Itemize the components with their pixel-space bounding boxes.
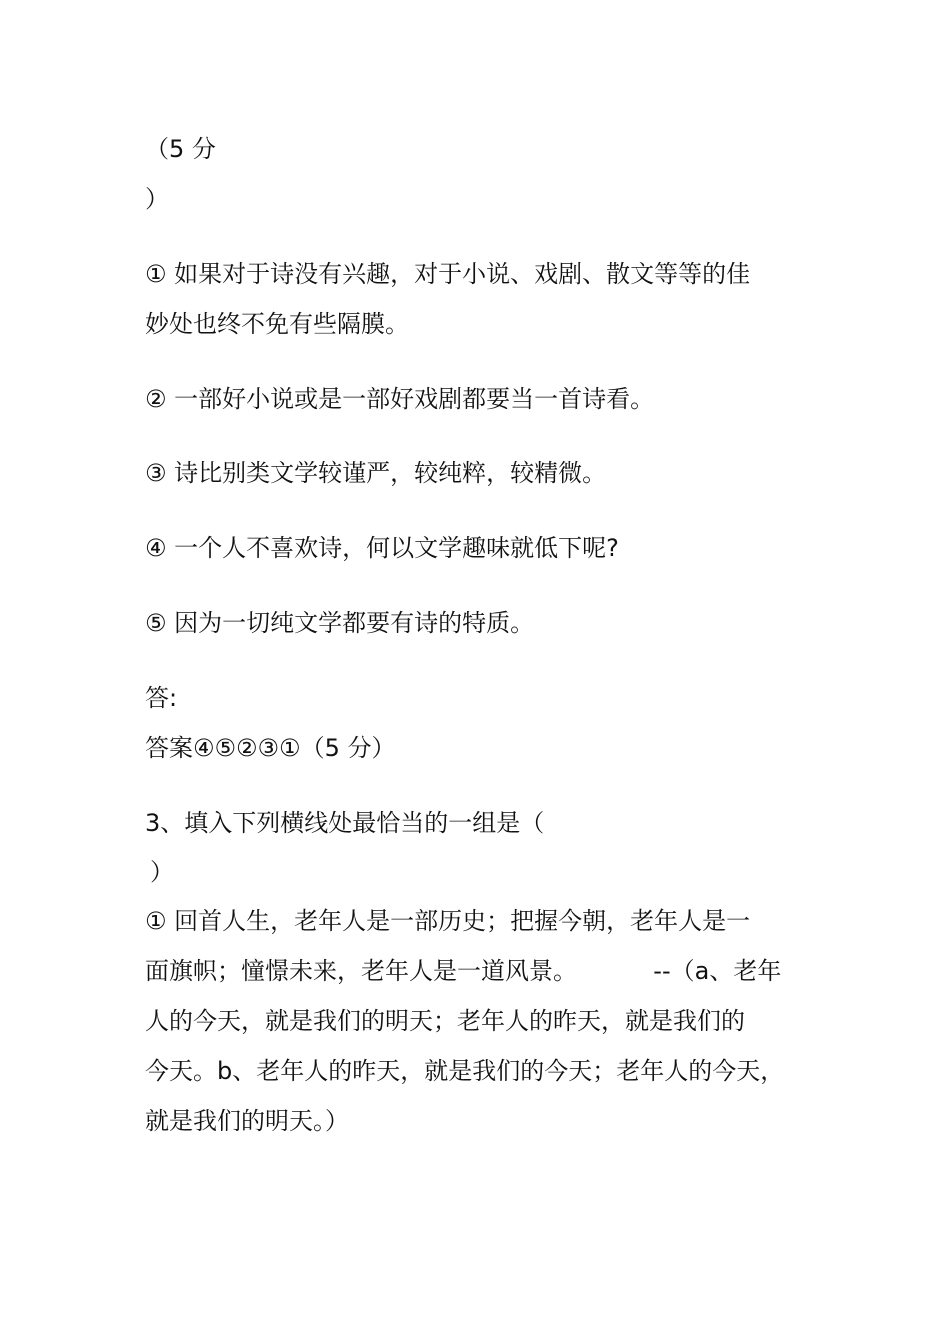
question-3-body-line-2: 面旗帜；憧憬未来，老年人是一道风景。 --（a、老年: [145, 957, 782, 985]
question-3-title: 3、填入下列横线处最恰当的一组是（: [145, 809, 545, 837]
sentence-3: ③ 诗比别类文学较谨严，较纯粹，较精微。: [145, 459, 607, 487]
answer-label: 答:: [145, 684, 178, 712]
sentence-5: ⑤ 因为一切纯文学都要有诗的特质。: [145, 609, 535, 637]
question-3-body-line-5: 就是我们的明天。）: [145, 1107, 349, 1135]
question-3-body-line-4: 今天。b、老年人的昨天，就是我们的今天；老年人的今天，: [145, 1057, 785, 1085]
question-3-body-line-3: 人的今天，就是我们的明天；老年人的昨天，就是我们的: [145, 1007, 745, 1035]
sentence-2: ② 一部好小说或是一部好戏剧都要当一首诗看。: [145, 385, 655, 413]
sentence-4: ④ 一个人不喜欢诗，何以文学趣味就低下呢?: [145, 534, 619, 562]
sentence-1-line-1: ① 如果对于诗没有兴趣，对于小说、戏剧、散文等等的佳: [145, 260, 751, 288]
sentence-1-line-2: 妙处也终不免有些隔膜。: [145, 310, 409, 338]
score-note-close: ）: [145, 185, 169, 213]
question-3-body-line-1: ① 回首人生，老年人是一部历史；把握今朝，老年人是一: [145, 907, 751, 935]
question-3-paren-close: ）: [150, 858, 174, 886]
score-note-open: （5 分: [145, 135, 216, 163]
answer-key: 答案④⑤②③①（5 分）: [145, 734, 396, 762]
